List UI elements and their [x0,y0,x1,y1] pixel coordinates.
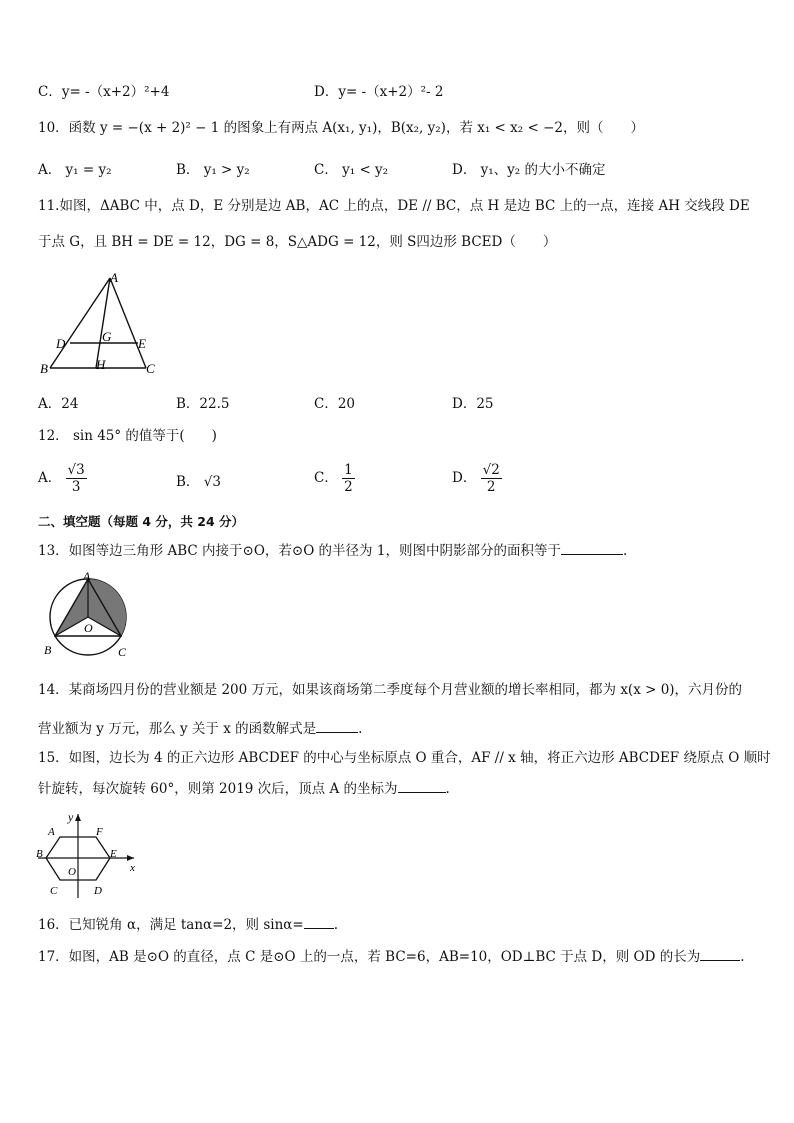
q17-end: . [740,949,745,965]
q13-end: . [622,543,628,559]
q15-line2: 针旋转，每次旋转 60°，则第 2019 次后，顶点 A 的坐标为 [38,781,398,797]
q12-option-c-numerator: 1 [344,462,353,478]
q12-option-d [452,462,502,495]
q12-option-c-fraction [342,462,355,495]
q16-end: . [333,917,339,933]
q11-label-d: D [56,336,66,351]
q17-stem: 17．如图，AB 是⊙O 的直径，点 C 是⊙O 上的一点，若 BC=6，AB=10，OD⊥BC 于点 D，则 OD 的长为 [38,949,701,965]
q15-hexagon-figure [34,810,144,902]
q12-option-a-numerator: √3 [67,462,85,478]
q15-line1: 15．如图，边长为 4 的正六边形 ABCDEF 的中心与坐标原点 O 重合，AF // x 轴，将正六边形 ABCDEF 绕原点 O 顺时 [38,750,771,766]
q15-label-c: C [50,885,58,897]
q17-line [38,946,745,967]
q10-option-c: C． y₁ < y₂ [314,162,389,178]
q11-triangle-figure [38,270,168,380]
q15-label-b: B [36,848,43,860]
q10-option-b: B． y₁ > y₂ [176,162,250,178]
q11-label-e: E [138,336,146,351]
q12-option-d-prefix: D． [452,470,477,486]
q15-label-d: D [94,885,102,897]
q11-label-b: B [40,361,48,376]
q9-option-d: D．y= -（x+2）²- 2 [314,84,444,100]
q11-option-d: D．25 [452,396,494,412]
q13-label-b: B [44,643,52,657]
q12-option-d-numerator: √2 [482,462,500,478]
q13-label-c: C [118,645,127,659]
q12-option-b: B． √3 [176,474,221,490]
q13-stem-line [38,540,627,561]
q14-end: . [358,721,363,737]
q12-option-c [314,462,355,495]
q10-option-a: A． y₁ = y₂ [38,162,112,178]
q15-label-y: y [68,810,74,824]
q11-label-g: G [102,329,112,344]
q15-label-x: x [130,862,135,874]
q15-answer-blank[interactable] [398,778,446,793]
q11-label-h: H [96,357,106,372]
q14-line2-wrap [38,718,362,739]
q12-option-c-denominator: 2 [344,479,353,495]
q14-line1: 14．某商场四月份的营业额是 200 万元，如果该商场第二季度每个月营业额的增长率相同，都为 x(x > 0)，六月份的 [38,682,743,698]
q16-stem: 16．已知锐角 α，满足 tanα=2，则 sinα= [38,917,304,933]
q11-label-c: C [146,361,155,376]
q12-option-a-denominator: 3 [71,479,81,495]
q15-label-f: F [96,826,103,838]
q15-line2-wrap [38,778,450,799]
q15-end: . [445,781,450,797]
q11-option-a: A．24 [38,396,79,412]
q13-stem: 13．如图等边三角形 ABC 内接于⊙O，若⊙O 的半径为 1，则图中阴影部分的面积等于 [38,543,561,559]
q11-option-c: C．20 [314,396,356,412]
q10-option-d: D． y₁、y₂ 的大小不确定 [452,162,606,178]
q17-answer-blank[interactable] [700,946,740,961]
q11-option-b: B．22.5 [176,396,230,412]
q9-option-c: C．y= -（x+2）²+4 [38,84,170,100]
q12-option-d-denominator: 2 [486,479,496,495]
section-2-heading: 二、填空题（每题 4 分，共 24 分） [38,514,245,529]
q10-stem: 10．函数 y = −(x + 2)² − 1 的图象上有两点 A(x₁, y₁)，B(x₂, y₂)，若 x₁ < x₂ < −2，则（ ） [38,120,644,136]
q12-option-d-fraction [481,462,502,495]
q13-label-o: O [84,621,93,635]
q11-label-a: A [110,270,118,285]
q12-option-a-fraction [66,462,87,495]
q13-answer-blank[interactable] [561,540,623,555]
q13-label-a: A [83,570,91,583]
q11-line2: 于点 G，且 BH = DE = 12，DG = 8，S△ADG = 12，则 S四边形 BCED（ ） [38,234,557,250]
q14-line2: 营业额为 y 万元，那么 y 关于 x 的函数解式是 [38,721,317,737]
q16-line [38,914,338,935]
q14-answer-blank[interactable] [316,718,358,733]
q16-answer-blank[interactable] [304,914,334,929]
q13-circle-figure [40,570,135,662]
q12-option-c-prefix: C． [314,470,338,486]
q11-line1: 11.如图，ΔABC 中，点 D，E 分别是边 AB，AC 上的点，DE // BC，点 H 是边 BC 上的一点，连接 AH 交线段 DE [38,198,750,214]
q12-option-a [38,462,87,495]
q15-label-e: E [110,848,117,860]
q12-stem: 12． sin 45° 的值等于( ) [38,428,217,444]
q12-option-a-prefix: A． [38,470,62,486]
q15-label-o: O [68,866,76,878]
q15-label-a: A [48,826,55,838]
